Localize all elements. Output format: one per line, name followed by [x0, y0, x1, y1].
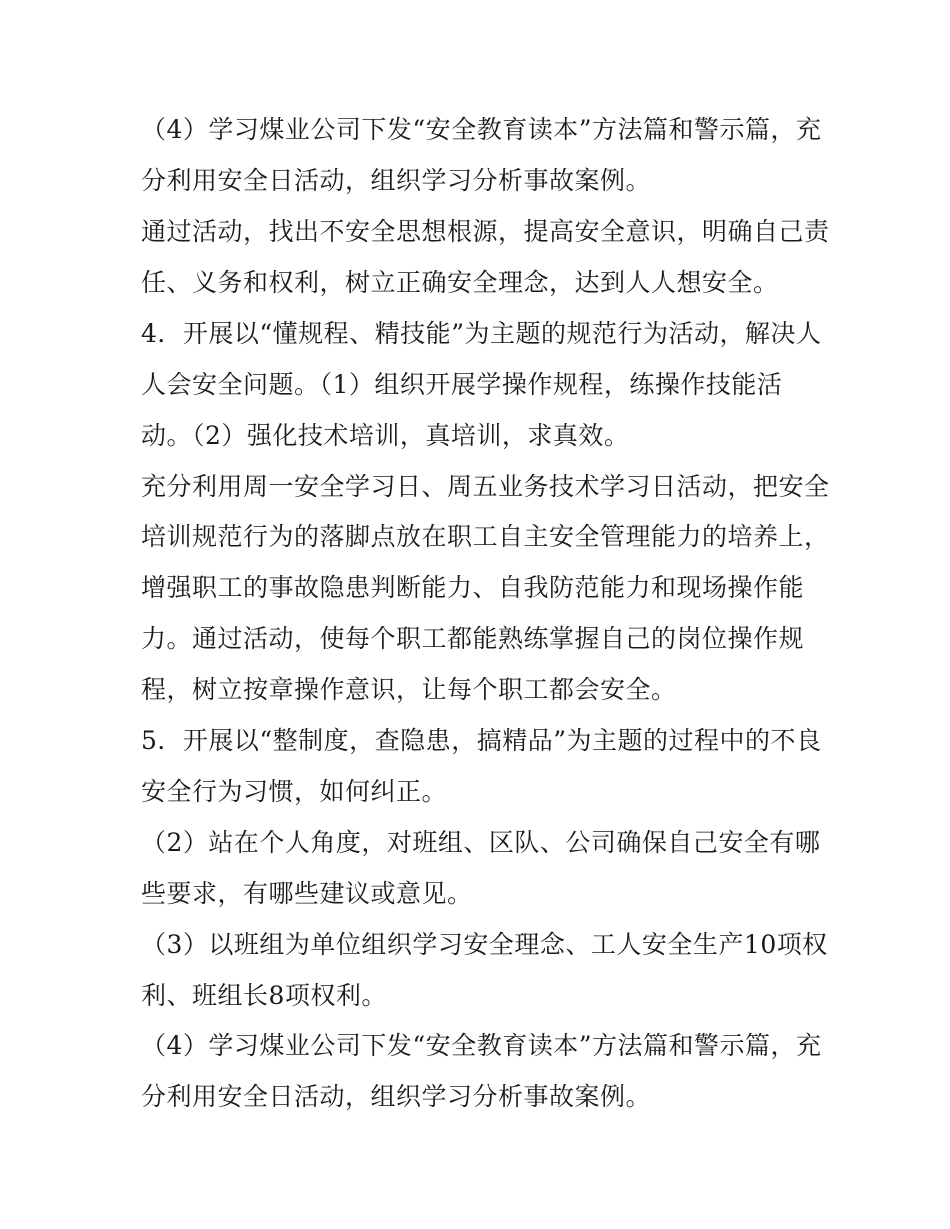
text-line: 分利用安全日活动，组织学习分析事故案例。: [141, 166, 652, 195]
text-line: 4．开展以“懂规程、精技能”为主题的规范行为活动，解决人: [141, 319, 822, 348]
text-line: 5．开展以“整制度，查隐患，搞精品”为主题的过程中的不良: [141, 726, 822, 755]
text-line: 分利用安全日活动，组织学习分析事故案例。: [141, 1082, 652, 1111]
text-line: 任、义务和权利，树立正确安全理念，达到人人想安全。: [141, 268, 779, 297]
text-line: （4）学习煤业公司下发“安全教育读本”方法篇和警示篇，充: [141, 1031, 822, 1060]
text-line: （2）站在个人角度，对班组、区队、公司确保自己安全有哪: [141, 828, 821, 857]
text-line: 力。通过活动，使每个职工都能熟练掌握自己的岗位操作规: [141, 624, 805, 653]
text-line: 人会安全问题。（1）组织开展学操作规程，练操作技能活: [141, 370, 783, 399]
text-line: 程，树立按章操作意识，让每个职工都会安全。: [141, 675, 677, 704]
text-line: 动。（2）强化技术培训，真培训，求真效。: [141, 421, 630, 450]
text-line: 利、班组长8项权利。: [141, 981, 387, 1010]
text-line: 些要求，有哪些建议或意见。: [141, 879, 473, 908]
text-line: 充分利用周一安全学习日、周五业务技术学习日活动，把安全: [141, 472, 830, 501]
text-line: 通过活动，找出不安全思想根源，提高安全意识，明确自己责: [141, 217, 830, 246]
text-line: （3）以班组为单位组织学习安全理念、工人安全生产10项权: [141, 930, 828, 959]
text-line: 培训规范行为的落脚点放在职工自主安全管理能力的培养上，: [141, 522, 830, 551]
text-line: 安全行为习惯，如何纠正。: [141, 777, 448, 806]
text-line: （4）学习煤业公司下发“安全教育读本”方法篇和警示篇，充: [141, 115, 822, 144]
text-line: 增强职工的事故隐患判断能力、自我防范能力和现场操作能: [141, 573, 805, 602]
